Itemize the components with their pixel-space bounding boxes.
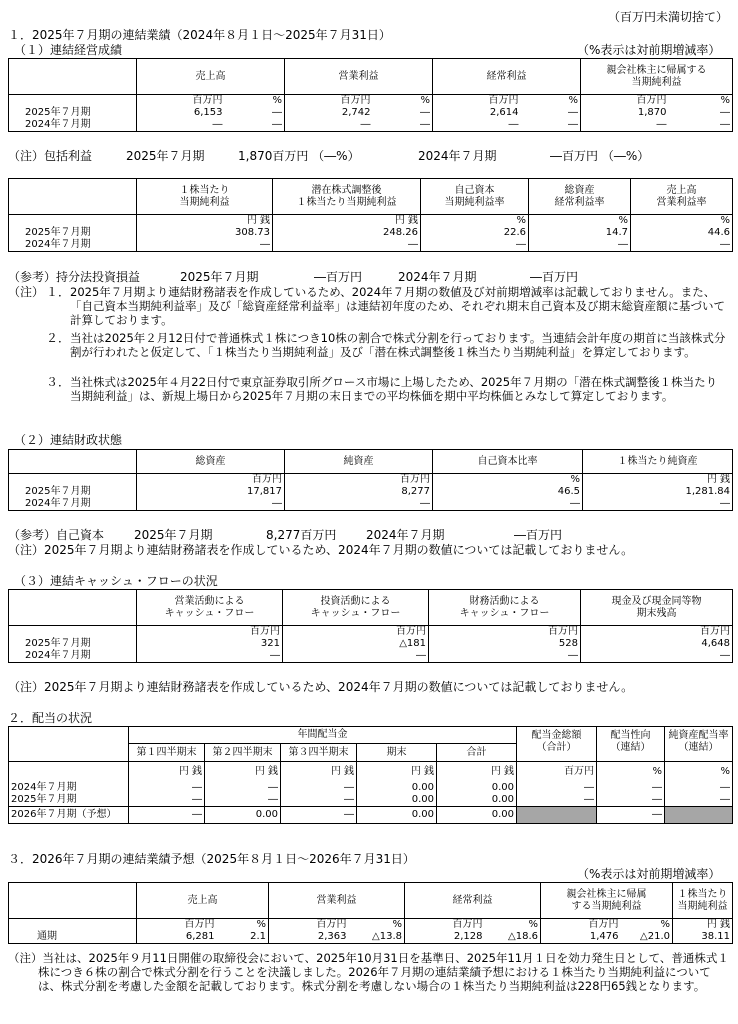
- header-net-assets: 純資産: [285, 450, 433, 474]
- equity-method-fy2025: 2025年７月期: [180, 270, 259, 284]
- row-label: 2025年７月期: [9, 638, 137, 650]
- cell: ―: [373, 107, 433, 119]
- cell: 1,281.84: [583, 486, 733, 498]
- equity-ref-value-2025: 8,277百万円: [266, 528, 337, 542]
- table-row: [9, 486, 733, 498]
- header-ordinary-income: 経常利益: [433, 59, 581, 95]
- equity-method-fy2024: 2024年７月期: [398, 270, 477, 284]
- cell: ―: [583, 498, 733, 511]
- unit-cell: 百万円: [541, 919, 621, 932]
- table-row: [9, 107, 733, 119]
- note-number: １．: [46, 285, 71, 299]
- pct-note-2: （%表示は対前期増減率）: [577, 867, 721, 881]
- cell: ―: [281, 806, 357, 823]
- table-row: [9, 782, 733, 794]
- row-label: 2026年７月期（予想）: [9, 806, 129, 823]
- table-row: [9, 498, 733, 511]
- header-equity-ratio: 自己資本比率: [433, 450, 583, 474]
- cell: ―: [581, 650, 733, 663]
- equity-method-value-2024: ―百万円: [530, 270, 579, 284]
- unit-cell: 円 銭: [583, 474, 733, 487]
- unit-cell: 円 銭: [357, 762, 437, 782]
- header-payout-ratio: 配当性向 （連結）: [597, 727, 665, 762]
- header-total-assets: 総資産: [137, 450, 285, 474]
- unit-cell: 百万円: [137, 474, 285, 487]
- cell: 22.6: [421, 227, 529, 239]
- cell: 2,363: [269, 931, 349, 944]
- unit-cell: 円 銭: [673, 919, 733, 932]
- header-q1: 第１四半期末: [129, 744, 205, 762]
- unit-cell: %: [529, 215, 631, 228]
- cell: ―: [205, 794, 281, 807]
- unit-cell: %: [225, 95, 285, 108]
- dividends-table: [8, 726, 733, 824]
- unit-cell: 百万円: [137, 626, 283, 639]
- cell: 2.1: [217, 931, 269, 944]
- cell: [9, 95, 137, 108]
- unit-cell: 百万円: [269, 919, 349, 932]
- cell: 528: [429, 638, 581, 650]
- table-row: [9, 806, 733, 823]
- header-financing-cf: 財務活動による キャッシュ・フロー: [429, 590, 581, 626]
- cell: △21.0: [621, 931, 673, 944]
- header-blank: [9, 883, 137, 919]
- header-cash-balance: 現金及び現金同等物 期末残高: [581, 590, 733, 626]
- cell: ―: [517, 782, 597, 794]
- cell: 14.7: [529, 227, 631, 239]
- row-label: 2024年７月期: [9, 498, 137, 511]
- cell: 0.00: [437, 794, 517, 807]
- unit-cell: %: [521, 95, 581, 108]
- table-row: [9, 931, 733, 944]
- unit-cell: %: [631, 215, 733, 228]
- cell: 8,277: [285, 486, 433, 498]
- header-blank: [9, 450, 137, 474]
- header-investing-cf: 投資活動による キャッシュ・フロー: [283, 590, 429, 626]
- operating-results-table: [8, 58, 733, 132]
- table-row: [9, 794, 733, 807]
- header-sales: 売上高: [137, 883, 269, 919]
- cell: ―: [421, 239, 529, 252]
- per-share-table: [8, 178, 733, 252]
- unit-cell: 百万円: [283, 626, 429, 639]
- unit-cell: 百万円: [581, 626, 733, 639]
- cell: 0.00: [357, 782, 437, 794]
- cell: ―: [225, 107, 285, 119]
- unit-cell: %: [433, 474, 583, 487]
- cell: 6,281: [137, 931, 217, 944]
- cell: ―: [281, 782, 357, 794]
- cell: ―: [429, 650, 581, 663]
- cell: △18.6: [485, 931, 541, 944]
- cell: 38.11: [673, 931, 733, 944]
- cell: [9, 626, 137, 639]
- cell: △181: [283, 638, 429, 650]
- cell: ―: [597, 794, 665, 807]
- unit-cell: %: [669, 95, 733, 108]
- unit-cell: 百万円: [433, 95, 521, 108]
- header-net-income: 親会社株主に帰属 する当期純利益: [541, 883, 673, 919]
- header-q2: 第２四半期末: [205, 744, 281, 762]
- cell: ―: [129, 794, 205, 807]
- table-row: [9, 239, 733, 252]
- cell: 2,614: [433, 107, 521, 119]
- cell: 1,870: [581, 107, 669, 119]
- unit-cell: 円 銭: [205, 762, 281, 782]
- cell: ―: [137, 239, 273, 252]
- header-diluted-eps: 潜在株式調整後 １株当たり当期純利益: [273, 179, 421, 215]
- header-operating-income: 営業利益: [269, 883, 405, 919]
- header-annual-dividend: 年間配当金: [129, 727, 517, 744]
- row-label: 2025年７月期: [9, 107, 137, 119]
- unit-cell: 百万円: [581, 95, 669, 108]
- cell: ―: [521, 107, 581, 119]
- section-1-title: １．2025年７月期の連結業績（2024年８月１日～2025年７月31日）: [8, 28, 391, 42]
- equity-ref-value-2024: ―百万円: [514, 528, 563, 542]
- cell: 248.26: [273, 227, 421, 239]
- cell: 4,648: [581, 638, 733, 650]
- cell: ―: [597, 782, 665, 794]
- unit-cell: %: [485, 919, 541, 932]
- comprehensive-income-label: （注）包括利益: [8, 149, 93, 163]
- cell: ―: [285, 119, 373, 132]
- comprehensive-income-value-2024: ―百万円 （―%）: [550, 149, 650, 163]
- cell: [9, 215, 137, 228]
- header-roe: 自己資本 当期純利益率: [421, 179, 529, 215]
- row-label: 2025年７月期: [9, 227, 137, 239]
- header-blank: [9, 59, 137, 95]
- note-1: 2025年７月期より連結財務諸表を作成しているため、2024年７月期の数値及び対前期増減率は記載しておりません。また、「自己資本当期純利益率」及び「総資産経常利益率」は連結初年度のため、それぞれ期末自己資本及び期末総資産額に基づいて計算しております。: [70, 285, 726, 327]
- header-eps: １株当たり 当期純利益: [137, 179, 273, 215]
- cell: ―: [521, 119, 581, 132]
- cell: ―: [529, 239, 631, 252]
- section-3-title: ３．2026年７月期の連結業績予想（2025年８月１日～2026年７月31日）: [8, 852, 415, 866]
- header-operating-margin: 売上高 営業利益率: [631, 179, 733, 215]
- unit-cell: 円 銭: [273, 215, 421, 228]
- forecast-table: [8, 882, 733, 944]
- note-3: 当社株式は2025年４月22日付で東京証券取引所グロース市場に上場したため、2025年７月期の「潜在株式調整後１株当たり当期純利益」は、新規上場日から2025年７月期の末日までの平均株価を期中平均株価とみなして算定しております。: [70, 375, 718, 403]
- cell: ―: [281, 794, 357, 807]
- note-cash-flow: （注）2025年７月期より連結財務諸表を作成しているため、2024年７月期の数値については記載しておりません。: [8, 680, 634, 694]
- cell: ―: [137, 498, 285, 511]
- subsection-2-title: （２）連結財政状態: [14, 433, 123, 447]
- unit-cell: 円 銭: [129, 762, 205, 782]
- header-q3: 第３四半期末: [281, 744, 357, 762]
- unit-note: （百万円未満切捨て）: [608, 10, 729, 24]
- header-eps: １株当たり 当期純利益: [673, 883, 733, 919]
- header-ordinary-income: 経常利益: [405, 883, 541, 919]
- table-row: [9, 227, 733, 239]
- equity-ref-fy2024: 2024年７月期: [366, 528, 445, 542]
- cell: △13.8: [349, 931, 405, 944]
- cell: [9, 762, 129, 782]
- cell: ―: [433, 498, 583, 511]
- unit-cell: 百万円: [429, 626, 581, 639]
- unit-cell: %: [621, 919, 673, 932]
- equity-ref-fy2025: 2025年７月期: [134, 528, 213, 542]
- header-doe: 純資産配当率 （連結）: [665, 727, 733, 762]
- header-sales: 売上高: [137, 59, 285, 95]
- cell: ―: [129, 806, 205, 823]
- cash-flow-table: [8, 589, 733, 663]
- cell: 0.00: [357, 806, 437, 823]
- subsection-3-title: （３）連結キャッシュ・フローの状況: [14, 574, 218, 588]
- unit-cell: 百万円: [285, 95, 373, 108]
- cell: 2,128: [405, 931, 485, 944]
- unit-cell: %: [421, 215, 529, 228]
- note-2: 当社は2025年２月12日付で普通株式１株につき10株の割合で株式分割を行っております。当連結会計年度の期首に当該株式分割が行われたと仮定して、「１株当たり当期純利益」及び「潜在株式調整後１株当たり当期純利益」を算定しております。: [70, 331, 726, 359]
- cell: 0.00: [437, 782, 517, 794]
- unit-cell: 百万円: [137, 95, 225, 108]
- unit-cell: %: [373, 95, 433, 108]
- row-label: 2024年７月期: [9, 239, 137, 252]
- unit-cell: 百万円: [285, 474, 433, 487]
- cell: 321: [137, 638, 283, 650]
- unit-cell: %: [217, 919, 269, 932]
- cell-shaded: [665, 806, 733, 823]
- cell: ―: [669, 107, 733, 119]
- cell: 0.00: [437, 806, 517, 823]
- cell: ―: [517, 794, 597, 807]
- cell: ―: [273, 239, 421, 252]
- header-blank: [9, 727, 129, 762]
- note-number: ３．: [46, 375, 71, 389]
- unit-cell: %: [597, 762, 665, 782]
- table-row: [9, 650, 733, 663]
- header-operating-cf: 営業活動による キャッシュ・フロー: [137, 590, 283, 626]
- unit-cell: 円 銭: [137, 215, 273, 228]
- cell: ―: [285, 498, 433, 511]
- cell: ―: [225, 119, 285, 132]
- equity-method-label: （参考）持分法投資損益: [8, 270, 141, 284]
- row-label: 2024年７月期: [9, 119, 137, 132]
- header-net-income: 親会社株主に帰属する 当期純利益: [581, 59, 733, 95]
- cell: 2,742: [285, 107, 373, 119]
- unit-cell: 円 銭: [281, 762, 357, 782]
- unit-cell: 円 銭: [437, 762, 517, 782]
- table-row: [9, 119, 733, 132]
- cell: ―: [433, 119, 521, 132]
- cell: [9, 474, 137, 487]
- row-label: 2024年７月期: [9, 650, 137, 663]
- header-year-end: 期末: [357, 744, 437, 762]
- row-label: 2025年７月期: [9, 794, 129, 807]
- cell: 1,476: [541, 931, 621, 944]
- note-forecast: （注）当社は、2025年９月11日開催の取締役会において、2025年10月31日を基準日、2025年11月１日を効力発生日として、普通株式１株につき６株の割合で株式分割を行うことを決議しました。2026年７月期の連結業績予想における１株当たり当期純利益については、株式分割を考慮した金額を記載しております。株式分割を考慮しない場合の１株当たり当期純利益は228円65銭となります。: [8, 951, 729, 993]
- cell: ―: [373, 119, 433, 132]
- cell-shaded: [517, 806, 597, 823]
- cell: 17,817: [137, 486, 285, 498]
- cell: ―: [137, 650, 283, 663]
- row-label: 通期: [9, 931, 137, 944]
- financial-position-table: [8, 449, 733, 511]
- cell: ―: [597, 806, 665, 823]
- cell: ―: [129, 782, 205, 794]
- cell: ―: [581, 119, 669, 132]
- equity-ref-label: （参考）自己資本: [8, 528, 105, 542]
- table-row: [9, 638, 733, 650]
- unit-cell: 百万円: [405, 919, 485, 932]
- cell: ―: [669, 119, 733, 132]
- note-number: ２．: [46, 331, 71, 345]
- cell: 0.00: [205, 806, 281, 823]
- comprehensive-income-fy2024: 2024年７月期: [418, 149, 497, 163]
- cell: 0.00: [357, 794, 437, 807]
- cell: 308.73: [137, 227, 273, 239]
- cell: ―: [665, 782, 733, 794]
- note-financial-position: （注）2025年７月期より連結財務諸表を作成しているため、2024年７月期の数値については記載しておりません。: [8, 543, 634, 557]
- cell: ―: [137, 119, 225, 132]
- cell: ―: [205, 782, 281, 794]
- unit-cell: %: [665, 762, 733, 782]
- header-bps: １株当たり純資産: [583, 450, 733, 474]
- unit-cell: 百万円: [517, 762, 597, 782]
- pct-note: （%表示は対前期増減率）: [577, 43, 721, 57]
- cell: 44.6: [631, 227, 733, 239]
- cell: [9, 919, 137, 932]
- equity-method-value-2025: ―百万円: [314, 270, 363, 284]
- cell: ―: [631, 239, 733, 252]
- header-blank: [9, 179, 137, 215]
- header-total: 合計: [437, 744, 517, 762]
- header-operating-income: 営業利益: [285, 59, 433, 95]
- row-label: 2025年７月期: [9, 486, 137, 498]
- notes-prefix: （注）: [8, 285, 45, 299]
- comprehensive-income-fy2025: 2025年７月期: [126, 149, 205, 163]
- unit-cell: 百万円: [137, 919, 217, 932]
- cell: 6,153: [137, 107, 225, 119]
- section-2-title: ２．配当の状況: [8, 711, 93, 725]
- unit-cell: %: [349, 919, 405, 932]
- row-label: 2024年７月期: [9, 782, 129, 794]
- subsection-1-title: （１）連結経営成績: [14, 43, 123, 57]
- header-roa: 総資産 経常利益率: [529, 179, 631, 215]
- cell: 46.5: [433, 486, 583, 498]
- comprehensive-income-value-2025: 1,870百万円 （―%）: [238, 149, 360, 163]
- header-blank: [9, 590, 137, 626]
- cell: ―: [283, 650, 429, 663]
- cell: ―: [665, 794, 733, 807]
- header-dividend-total: 配当金総額 （合計）: [517, 727, 597, 762]
